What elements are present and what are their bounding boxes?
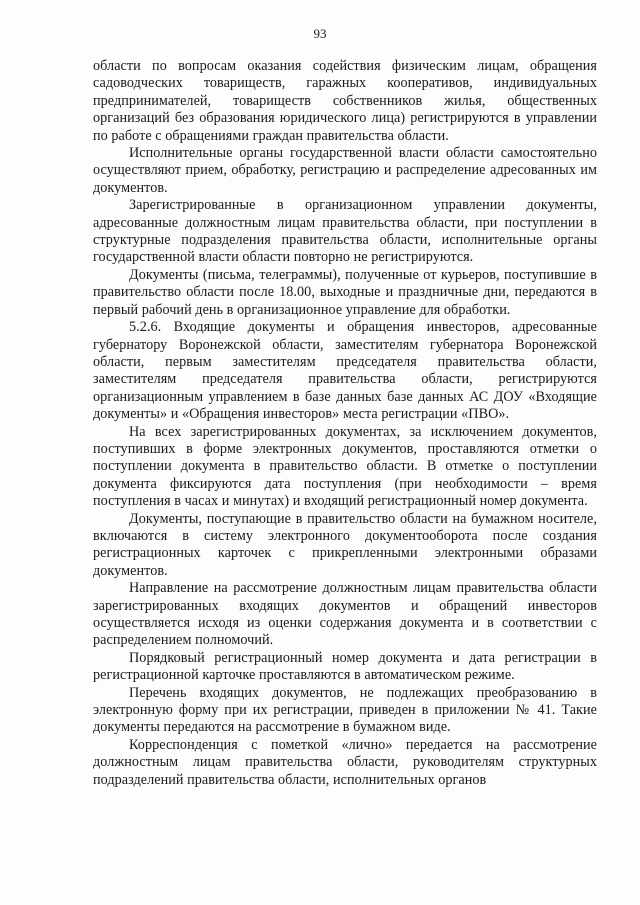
paragraph-6: На всех зарегистрированных документах, за исключением документов, поступивших в форме электронных документов, проставляются отметки о поступлении документа в правительство области. В отметке о поступлении документа фиксируются дата поступления (при необходимости – время поступления в часах и минутах) и входящий регистрационный номер документа. bbox=[93, 423, 597, 510]
paragraph-10: Перечень входящих документов, не подлежащих преобразованию в электронную форму при их регистрации, приведен в приложении № 41. Такие документы передаются на рассмотрение в бумажном виде. bbox=[93, 684, 597, 736]
paragraph-5: 5.2.6. Входящие документы и обращения инвесторов, адресованные губернатору Воронежской области, заместителям губернатора Воронежской области, первым заместителям председателя правительства области, заместителям председателя правительства области, регистрируются организационным управлением в базе данных базе данных АС ДОУ «Входящие документы» и «Обращения инвесторов» места регистрации «ПВО». bbox=[93, 319, 597, 423]
paragraph-4: Документы (письма, телеграммы), полученные от курьеров, поступившие в правительство области после 18.00, выходные и праздничные дни, передаются в первый рабочий день в организационное управление для обработки. bbox=[93, 266, 597, 318]
paragraph-9: Порядковый регистрационный номер документа и дата регистрации в регистрационной карточке проставляются в автоматическом режиме. bbox=[93, 649, 597, 684]
paragraph-8: Направление на рассмотрение должностным лицам правительства области зарегистрированных входящих документов и обращений инвесторов осуществляется исходя из оценки содержания документа и в соответствии с распределением полномочий. bbox=[93, 580, 597, 649]
paragraph-2: Исполнительные органы государственной власти области самостоятельно осуществляют прием, обработку, регистрацию и распределение адресованных им документов. bbox=[93, 145, 597, 196]
body-text bbox=[93, 58, 597, 789]
paragraph-1: области по вопросам оказания содействия физическим лицам, обращения садоводческих товариществ, гаражных кооперативов, индивидуальных предпринимателей, товариществ собственников жилья, общественных организаций без образования юридического лица) регистрируются в управлении по работе с обращениями граждан правительства области. bbox=[93, 58, 597, 144]
paragraph-3: Зарегистрированные в организационном управлении документы, адресованные должностным лицам правительства области, при поступлении в структурные подразделения правительства области, исполнительные органы государственной власти области повторно не регистрируются. bbox=[93, 197, 597, 266]
page-number: 93 bbox=[313, 26, 327, 41]
paragraph-11: Корреспонденция с пометкой «лично» передается на рассмотрение должностным лицам правительства области, руководителям структурных подразделений правительства области, исполнительных органов bbox=[93, 736, 597, 788]
paragraph-7: Документы, поступающие в правительство области на бумажном носителе, включаются в систему электронного документооборота после создания регистрационных карточек с прикрепленными электронными образами документов. bbox=[93, 510, 597, 579]
